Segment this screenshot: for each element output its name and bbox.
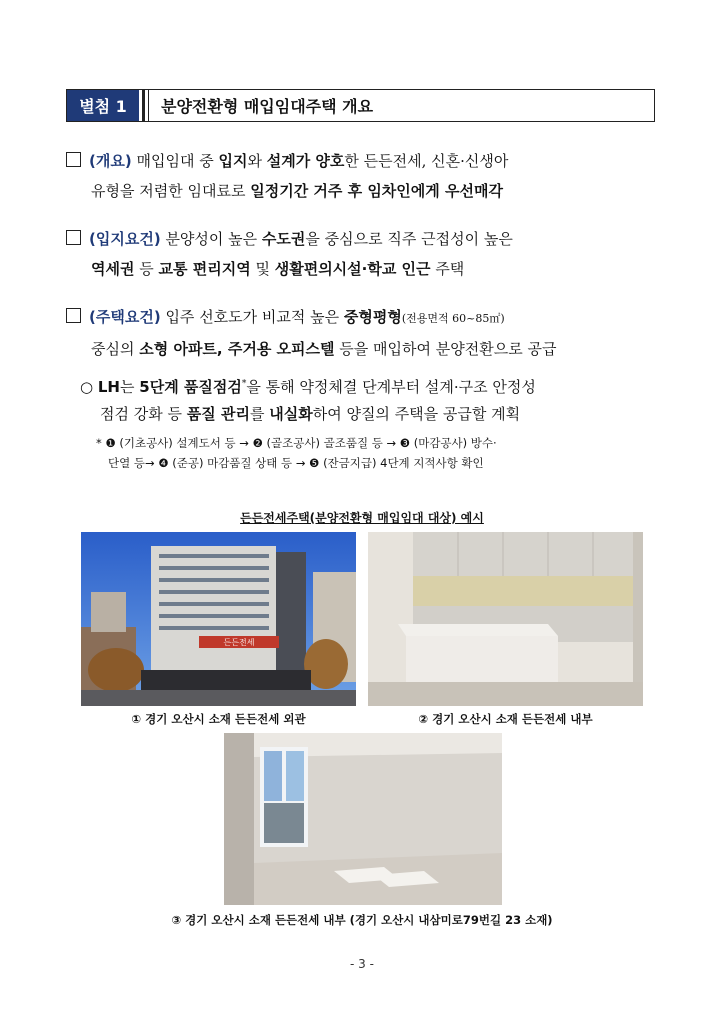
quality-bullet [80, 371, 660, 428]
section-overview-line2: 유형을 저렴한 임대료로 일정기간 거주 후 임차인에게 우선매각 [91, 182, 503, 200]
page-number: - 3 - [350, 957, 374, 971]
section-location-line2: 역세권 등 교통 편리지역 및 생활편의시설·학교 인근 주택 [91, 260, 465, 278]
section-overview-line1: (개요) 매입임대 중 입지와 설계가 양호한 든든전세, 신혼·신생아 [66, 146, 666, 176]
section-housing-line1: (주택요건) 입주 선호도가 비교적 높은 중형평형(전용면적 60~85㎡) [66, 302, 666, 334]
quality-bullet-line1: ○ LH는 5단계 품질점검*을 통해 약정체결 단계부터 설계·구조 안정성 [80, 378, 536, 396]
checkbox-icon [66, 230, 81, 245]
checkbox-icon [66, 152, 81, 167]
attachment-badge: 별첨 1 [67, 90, 142, 121]
photo-kitchen-caption: ② 경기 오산시 소재 든든전세 내부 [418, 712, 593, 726]
section-location-line1: (입지요건) 분양성이 높은 수도권을 중심으로 직주 근접성이 높은 [66, 224, 666, 254]
attachment-title: 분양전환형 매입임대주택 개요 [148, 90, 654, 121]
photo-kitchen [368, 532, 643, 706]
svg-text:든든전세: 든든전세 [223, 638, 255, 647]
checkbox-icon [66, 308, 81, 323]
section-housing-line2: 중심의 소형 아파트, 주거용 오피스텔 등을 매입하여 분양전환으로 공급 [91, 340, 557, 358]
footnote-line2: 단열 등→ ❹ (준공) 마감품질 상태 등 → ❺ (잔금지급) 4단계 지적사항 확인 [108, 456, 484, 470]
photo-exterior [81, 532, 356, 706]
photos-title: 든든전세주택(분양전환형 매입임대 대상) 예시 [240, 511, 484, 525]
quality-bullet-line2: 점검 강화 등 품질 관리를 내실화하여 양질의 주택을 공급할 계획 [100, 405, 521, 423]
section-location [66, 224, 666, 284]
attachment-header [66, 89, 655, 122]
photo-room [224, 733, 502, 905]
footnote-line1: * ❶ (기초공사) 설계도서 등 → ❷ (골조공사) 골조품질 등 → ❸ (마감공사) 방수· [96, 436, 497, 450]
photo-exterior-caption: ① 경기 오산시 소재 든든전세 외관 [131, 712, 306, 726]
section-overview [66, 146, 666, 206]
photo-room-caption: ③ 경기 오산시 소재 든든전세 내부 (경기 오산시 내삼미로79번길 23 소재) [171, 913, 553, 927]
section-housing [66, 302, 666, 364]
quality-footnote [96, 433, 676, 473]
